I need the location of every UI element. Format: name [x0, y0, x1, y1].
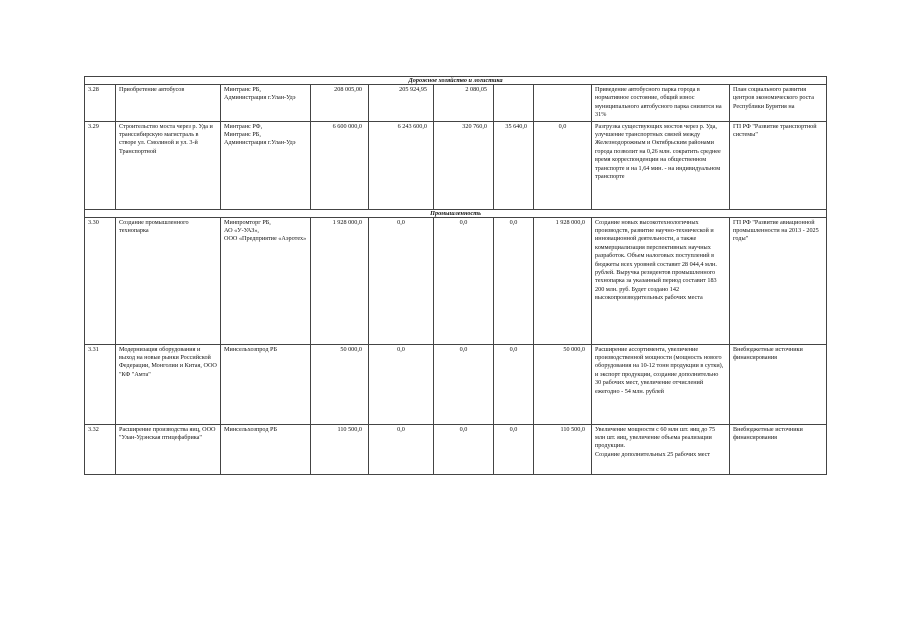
municipal-funding — [494, 85, 534, 122]
funding-source: Внебюджетные источники финансирования — [730, 344, 827, 424]
project-name: Модернизация оборудования и выход на новые рынки Российской Федерации, Монголии и Китая, ООО "КФ "Амта" — [116, 344, 221, 424]
federal-funding: 0,0 — [369, 344, 434, 424]
investment-projects-table — [84, 76, 827, 475]
regional-funding: 0,0 — [434, 344, 494, 424]
table-row — [85, 85, 827, 122]
expected-result: Создание новых высокотехнологичных производств, развитие научно-технической и инновационной деятельности, а также коммерциализация перспективных научных разработок. Объем налоговых поступлений в бюджеты всех уровней составит 28 044,4 млн. рублей. Выручка резидентов промышленного технопарка за указанный период составит 183 200 млн. руб. Будет создано 142 высокопроизводительных рабочих места — [592, 217, 730, 344]
federal-funding: 0,0 — [369, 424, 434, 474]
section-header-row — [85, 77, 827, 85]
document-page — [84, 76, 826, 475]
municipal-funding: 35 640,0 — [494, 121, 534, 209]
total-funding: 6 600 000,0 — [311, 121, 369, 209]
funding-source: ГП РФ "Развитие транспортной системы" — [730, 121, 827, 209]
executor: Минпромторг РБ, АО «У-УАЗ», ООО «Предприятие «Аэротех» — [221, 217, 311, 344]
project-name: Приобретение автобусов — [116, 85, 221, 122]
municipal-funding: 0,0 — [494, 217, 534, 344]
extrabudgetary-funding: 50 000,0 — [534, 344, 592, 424]
federal-funding: 0,0 — [369, 217, 434, 344]
extrabudgetary-funding: 1 928 000,0 — [534, 217, 592, 344]
executor: Минсельхозпрод РБ — [221, 424, 311, 474]
section-title: Промышленность — [85, 209, 827, 217]
section-header-row — [85, 209, 827, 217]
row-number: 3.29 — [85, 121, 116, 209]
row-number: 3.31 — [85, 344, 116, 424]
funding-source: Внебюджетные источники финансирования — [730, 424, 827, 474]
municipal-funding: 0,0 — [494, 344, 534, 424]
total-funding: 1 928 000,0 — [311, 217, 369, 344]
regional-funding: 320 760,0 — [434, 121, 494, 209]
extrabudgetary-funding: 0,0 — [534, 121, 592, 209]
total-funding: 110 500,0 — [311, 424, 369, 474]
extrabudgetary-funding: 110 500,0 — [534, 424, 592, 474]
project-name: Расширение производства яиц, ООО "Улан-Удэнская птицефабрика" — [116, 424, 221, 474]
funding-source: ГП РФ "Развитие авиационной промышленности на 2013 - 2025 годы" — [730, 217, 827, 344]
regional-funding: 0,0 — [434, 217, 494, 344]
executor: Минсельхозпрод РБ — [221, 344, 311, 424]
expected-result: Разгрузка существующих мостов через р. Уда, улучшение транспортных связей между Железнодорожным и Октябрьским районами города позволит на 0,26 млн. сократить среднее время корреспонденции на общественном транспорте и на 1,64 мин. - на индивидуальном транспорте — [592, 121, 730, 209]
project-name: Строительство моста через р. Уда и транссибирскую магистраль в створе ул. Смолиной и ул. 3-й Транспортной — [116, 121, 221, 209]
regional-funding: 0,0 — [434, 424, 494, 474]
federal-funding: 6 243 600,0 — [369, 121, 434, 209]
total-funding: 50 000,0 — [311, 344, 369, 424]
expected-result: Расширение ассортимента, увеличение производственной мощности (мощность нового оборудования на 10-12 тонн продукции в сутки), и экспорт продукции, создание дополнительно 30 рабочих мест, увеличение отчислений ежегодно - 54 млн. рублей — [592, 344, 730, 424]
section-title: Дорожное хозяйство и логистика — [85, 77, 827, 85]
project-name: Создание промышленного технопарка — [116, 217, 221, 344]
funding-source — [730, 85, 827, 122]
row-number: 3.28 — [85, 85, 116, 122]
table-row — [85, 424, 827, 474]
federal-funding: 205 924,95 — [369, 85, 434, 122]
row-number: 3.32 — [85, 424, 116, 474]
executor: Минтранс РБ, Администрация г.Улан-Удэ — [221, 85, 311, 122]
extrabudgetary-funding — [534, 85, 592, 122]
expected-result: Приведение автобусного парка города в нормативное состояние, общий износ муниципального автобусного парка снизится на 31% — [592, 85, 730, 122]
table-row — [85, 344, 827, 424]
funding-source-text: План социального развития центров экономического роста Республики Бурятия на — [733, 86, 814, 110]
expected-result: Увеличение мощности с 60 млн шт. яиц до 75 млн шт. яиц, увеличение объема реализации продукции. Создание дополнительных 25 рабочих мест — [592, 424, 730, 474]
regional-funding: 2 080,05 — [434, 85, 494, 122]
executor: Минтранс РФ, Минтранс РБ, Администрация г.Улан-Удэ — [221, 121, 311, 209]
table-row — [85, 217, 827, 344]
table-row — [85, 121, 827, 209]
row-number: 3.30 — [85, 217, 116, 344]
municipal-funding: 0,0 — [494, 424, 534, 474]
total-funding: 208 005,00 — [311, 85, 369, 122]
